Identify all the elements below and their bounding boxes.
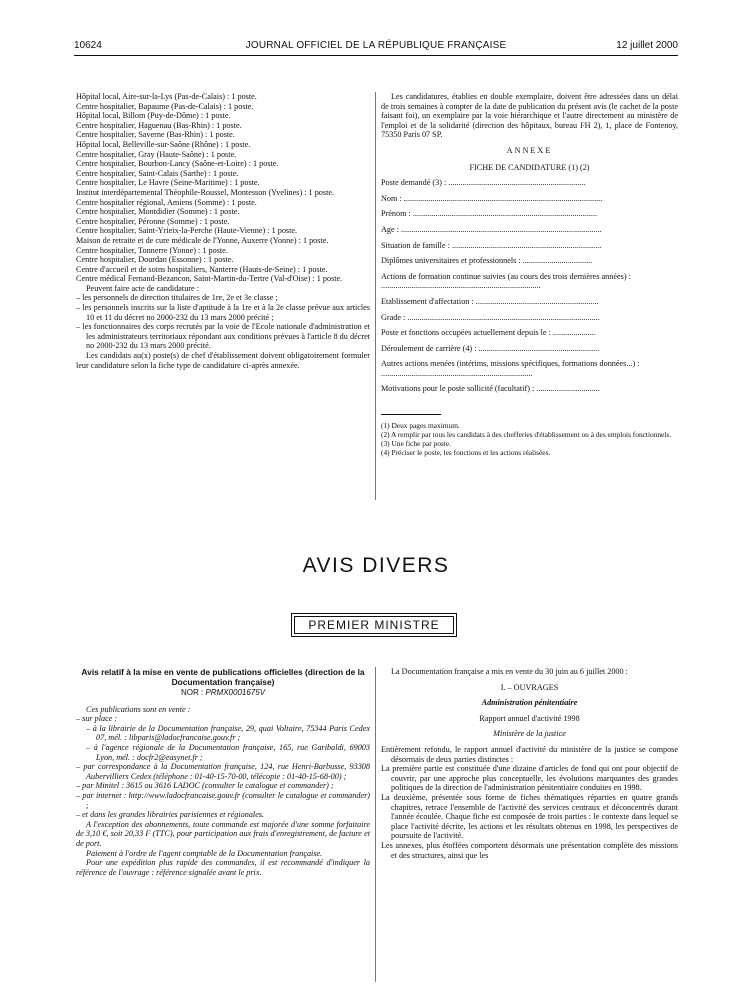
form-field: Situation de famille : .........................................................................	[381, 240, 602, 250]
post-line: Hôpital local, Belleville-sur-Saône (Rhône) : 1 poste.	[76, 139, 251, 149]
post-line: Centre hospitalier, Saint-Yrieix-la-Perche (Haute-Vienne) : 1 poste.	[76, 226, 298, 236]
premier-ministre-box	[291, 613, 457, 637]
sales-period-intro: La Documentation française a mis en vente du 30 juin au 6 juillet 2000 :	[391, 667, 628, 676]
form-field: Poste et fonctions occupées actuellement depuis le : .....................	[381, 328, 596, 338]
post-line: Hôpital local, Billom (Puy-de-Dôme) : 1 poste.	[76, 111, 231, 121]
post-line: Centre hospitalier, Tonnerre (Yonne) : 1 poste.	[76, 245, 228, 255]
section-heading: I. – OUVRAGES	[500, 682, 559, 692]
nor-reference	[76, 688, 370, 698]
sales-line: Ces publications sont en vente :	[86, 704, 191, 714]
nor-label: NOR :	[180, 688, 204, 697]
nor-code: PRMX0001675V	[205, 688, 266, 697]
form-title: FICHE DE CANDIDATURE (1) (2)	[469, 162, 590, 172]
sales-line: – à la librairie de la Documentation française, 29, quai Voltaire, 75344 Paris Cedex 07, mél. : libparis@ladocfrancaise.gouv.fr ;	[86, 723, 370, 743]
post-line: Centre hospitalier, Saint-Calais (Sarthe) : 1 poste.	[76, 168, 239, 178]
description-paragraph: Les annexes, plus étoffées comportent désormais une présentation complète des missions et des structures, ainsi que les	[381, 840, 678, 860]
avis-divers-heading: AVIS DIVERS	[302, 554, 450, 577]
form-field: Nom : .................................................................................................	[381, 193, 603, 203]
form-field: Actions de formation continue suivies (au cours des trois dernières années) : ..............................................................................	[381, 271, 631, 291]
candidacy-intro: Peuvent faire acte de candidature :	[86, 283, 199, 293]
form-field: Poste demandé (3) : ...................................................................	[381, 178, 586, 188]
candidacy-dash-item: – les fonctionnaires des corps recrutés par la voie de l'Ecole nationale d'administration et les administrateurs territoriaux répondant aux conditions prévues à l'article 8 du décret no 2000-232 du 13 mars 2000 précité.	[76, 322, 370, 351]
description-paragraph: La première partie est constituée d'une dizaine d'articles de fond qui ont pour objectif de couvrir, par une approche plus conceptuelle, les évolutions marquantes des grandes politiques de la direction de l'administration pénitentiaire conduites en 1998.	[381, 764, 678, 793]
top-right-column	[381, 92, 678, 457]
post-line: Centre hospitalier, Gray (Haute-Saône) : 1 poste.	[76, 149, 237, 159]
sales-line: – à l'agence régionale de la Documentation française, 165, rue Garibaldi, 69003 Lyon, mél. : docfr2@easynet.fr ;	[86, 742, 370, 762]
post-list	[76, 92, 370, 284]
post-line: Hôpital local, Aire-sur-la-Lys (Pas-de-Calais) : 1 poste.	[76, 92, 257, 101]
page-header	[74, 40, 678, 54]
publication-description	[381, 745, 678, 860]
issue-date: 12 juillet 2000	[616, 40, 678, 51]
premier-ministre-label: PREMIER MINISTRE	[294, 616, 454, 634]
bottom-left-column	[76, 667, 370, 877]
sales-line: Pour une expédition plus rapide des commandes, il est recommandé d'indiquer la référence de l'ouvrage : référence signalée avant le prix.	[76, 858, 370, 877]
footnote: (3) Une fiche par poste.	[381, 439, 451, 449]
post-line: Centre hospitalier, Bourbon-Lancy (Saône-et-Loire) : 1 poste.	[76, 159, 279, 169]
post-line: Centre hospitalier, Saverne (Bas-Rhin) : 1 poste.	[76, 130, 235, 140]
form-field: Age : ..................................................................................................	[381, 224, 602, 234]
form-field: Etablissement d'affectation : ............................................................	[381, 296, 599, 306]
form-field: Déroulement de carrière (4) : ...........................................................	[381, 343, 600, 353]
form-field: Grade : ..............................................................................................	[381, 312, 600, 322]
footnote: (2) A remplir par tous les candidats à des chefferies d'établissement ou à des emplois fonctionnels.	[381, 430, 672, 440]
footnote: (1) Deux pages maximum.	[381, 421, 460, 431]
sales-line: Paiement à l'ordre de l'agent comptable de la Documentation française.	[86, 848, 323, 858]
post-line: Centre médical Fernand-Bezancon, Saint-Martin-du-Tertre (Val-d'Oise) : 1 poste.	[76, 274, 343, 284]
form-field: Prénom : ..........................................................................................	[381, 209, 598, 219]
sales-line: – sur place :	[76, 714, 118, 724]
submission-instructions: Les candidatures, établies en double exemplaire, doivent être adressées dans un délai de trois semaines à compter de la date de publication du présent avis (le cachet de la poste faisant foi), un exemplaire par la voie hiérarchique et l'autre directement au ministère de l'emploi et de la solidarité (direction des hôpitaux, bureau FH 2), 1, place de Fontenoy, 75350 Paris 07 SP.	[381, 92, 678, 140]
column-divider	[375, 92, 376, 500]
footnote-rule	[381, 414, 441, 415]
post-line: Centre d'accueil et de soins hospitaliers, Nanterre (Hauts-de-Seine) : 1 poste.	[76, 264, 328, 274]
candidacy-form	[381, 178, 678, 394]
ministry-name: Ministère de la justice	[493, 729, 566, 739]
post-line: Centre hospitalier, Dourdan (Essonne) : 1 poste.	[76, 255, 234, 265]
bottom-right-column	[381, 667, 678, 860]
annexe-heading: ANNEXE	[506, 145, 553, 155]
header-rule	[74, 55, 678, 56]
journal-title: JOURNAL OFFICIEL DE LA RÉPUBLIQUE FRANÇAISE	[245, 40, 507, 51]
form-field: Motivations pour le poste sollicité (facultatif) : ...............................	[381, 384, 600, 394]
page-number: 10624	[74, 40, 102, 51]
sales-line: – par correspondance à la Documentation française, 124, rue Henri-Barbusse, 93308 Aubervilliers Cedex (téléphone : 01-40-15-70-00, télécopie : 01-40-15-68-00) ;	[76, 762, 370, 781]
notice-title: Avis relatif à la mise en vente de publications officielles (direction de la Documentation française)	[81, 667, 365, 687]
footnote: (4) Préciser le poste, les fonctions et les actions réalisées.	[381, 448, 551, 458]
candidacy-dash-item: – les personnels inscrits sur la liste d'aptitude à la 1re et à la 2e classe prévue aux articles 10 et 11 du décret no 2000-232 du 13 mars 2000 précité ;	[76, 303, 370, 322]
form-field: Autres actions menées (intérims, missions spécifiques, formations données...) : ..........................................................................	[381, 359, 640, 378]
post-line: Maison de retraite et de cure médicale de l'Yonne, Auxerre (Yonne) : 1 poste.	[76, 235, 329, 245]
candidacy-dash-item: – les personnels de direction titulaires de 1re, 2e et 3e classe ;	[76, 293, 278, 303]
form-field: Diplômes universitaires et professionnels : ..................................	[381, 256, 593, 266]
post-line: Institut interdépartemental Théophile-Roussel, Montesson (Yvelines) : 1 poste.	[76, 187, 335, 197]
publication-title: Rapport annuel d'activité 1998	[479, 713, 580, 723]
description-paragraph: La deuxième, présentée sous forme de fiches thématiques réparties en quatre grands chapitres, retrace l'ensemble de l'activité des services centraux et déconcentrés durant l'année écoulée. Chaque fiche est composée de trois parties : le contexte dans lequel se place l'activité décrite, les actions et les résultats obtenus en 1998, les perspectives de poursuite de l'activité.	[381, 792, 678, 841]
top-left-column	[76, 92, 370, 370]
candidacy-closing: Les candidats au(x) poste(s) de chef d'établissement doivent obligatoirement formuler leur candidature selon la fiche type de candidature ci-après annexée.	[76, 351, 370, 370]
sales-info	[76, 705, 370, 878]
post-line: Centre hospitalier, Montdidier (Somme) : 1 poste.	[76, 207, 240, 217]
sales-line: – par Minitel : 3615 ou 3616 LADOC (consulter le catalogue et commander) ;	[76, 781, 334, 791]
sales-line: – et dans les grandes librairies parisiennes et régionales.	[76, 810, 265, 820]
category-heading: Administration pénitentiaire	[481, 698, 578, 708]
description-paragraph: Entièrement refondu, le rapport annuel d'activité du ministère de la justice se compose désormais de deux parties distinctes :	[381, 744, 678, 764]
post-line: Centre hospitalier, Bapaume (Pas-de-Calais) : 1 poste.	[76, 101, 254, 111]
post-line: Centre hospitalier, Péronne (Somme) : 1 poste.	[76, 216, 230, 226]
sales-line: A l'exception des abonnements, toute commande est majorée d'une somme forfaitaire de 3,10 €, soit 20,33 F (TTC), pour participation aux frais d'enregistrement, de facture et de port.	[76, 819, 370, 848]
post-line: Centre hospitalier régional, Amiens (Somme) : 1 poste.	[76, 197, 257, 207]
footnotes	[381, 421, 678, 457]
column-divider	[375, 667, 376, 982]
post-line: Centre hospitalier, Le Havre (Seine-Maritime) : 1 poste.	[76, 178, 260, 188]
sales-line: – par internet : http://www.ladocfrancaise.gouv.fr (consulter le catalogue et commander) ;	[76, 790, 370, 810]
post-line: Centre hospitalier, Haguenau (Bas-Rhin) : 1 poste.	[76, 120, 242, 130]
